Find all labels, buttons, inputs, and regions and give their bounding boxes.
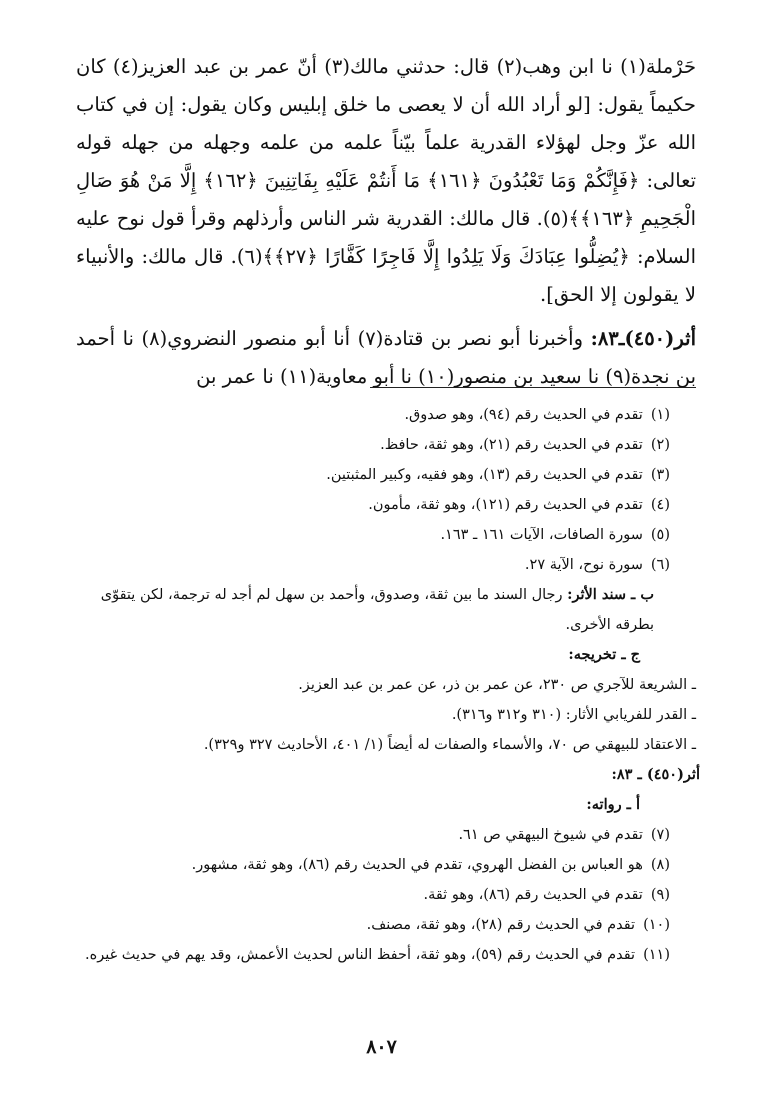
footnote-number: (٦) [650, 557, 670, 573]
footnote-number: (٨) [650, 857, 670, 873]
athar-label: أثر(٤٥٠)ـ٨٣: [590, 327, 696, 350]
takhrij-item: ـ الاعتقاد للبيهقي ص ٧٠، والأسماء والصفات له أيضاً (١/ ٤٠١، الأحاديث ٣٢٧ و٣٢٩). [203, 737, 696, 753]
page-number: ٨٠٧ [366, 1036, 397, 1058]
footnote-2 [64, 430, 700, 460]
footnote-text: هو العباس بن الفضل الهروي، تقدم في الحديث رقم (٨٦)، وهو ثقة، مشهور. [191, 857, 643, 873]
footnote-9 [64, 880, 700, 910]
footnote-1 [64, 400, 700, 430]
footnote-7 [64, 820, 700, 850]
footnote-text: سورة نوح، الآية ٢٧. [524, 557, 643, 573]
footnote-4 [64, 490, 700, 520]
footnote-text: تقدم في الحديث رقم (٨٦)، وهو ثقة. [423, 887, 643, 903]
footnote-text: تقدم في الحديث رقم (٥٩)، وهو ثقة، أحفظ الناس لحديث الأعمش، وقد يهم في حديث غيره. [85, 947, 636, 963]
footnote-separator [370, 387, 696, 388]
footnote-number: (٩) [650, 887, 670, 903]
main-text [76, 48, 696, 396]
footnote-text: تقدم في شيوخ البيهقي ص ٦١. [458, 827, 643, 843]
footnote-number: (١١) [643, 947, 670, 963]
takhrij-item: ـ الشريعة للآجري ص ٢٣٠، عن عمر بن ذر، عن عمر بن عبد العزيز. [298, 677, 696, 693]
athar-heading: أثر(٤٥٠) ـ ٨٣: [611, 766, 700, 783]
footnote-number: (١٠) [643, 917, 670, 933]
takhrij-label: ج ـ تخريجه: [568, 646, 640, 663]
footnote-text: تقدم في الحديث رقم (١٣)، وهو فقيه، وكبير المثبتين. [326, 467, 643, 483]
footnote-text: تقدم في الحديث رقم (٢٨)، وهو ثقة، مصنف. [366, 917, 636, 933]
takhrij-item: ـ القدر للفريابي الأثار: (٣١٠ و٣١٢ و٣١٦). [451, 707, 696, 723]
footnote-3 [64, 460, 700, 490]
footnote-5 [64, 520, 700, 550]
athar-text: وأخبرنا أبو نصر بن قتادة(٧) أنا أبو منصور النضروي(٨) نا أحمد بن نجدة(٩) نا سعيد بن منصور(١٠) نا أبو معاوية(١١) نا عمر بن [76, 327, 696, 388]
sanad-text: رجال السند ما بين ثقة، وصدوق، وأحمد بن سهل لم أجد له ترجمة، لكن يتقوّى بطرقه الأخرى. [100, 587, 654, 633]
footnote-text: تقدم في الحديث رقم (٢١)، وهو ثقة، حافظ. [380, 437, 643, 453]
rawat-heading: أ ـ رواته: [586, 796, 640, 813]
footnote-6 [64, 550, 700, 580]
sanad-label: ب ـ سند الأثر: [567, 586, 654, 603]
footnote-number: (٢) [650, 437, 670, 453]
athar-paragraph [76, 320, 696, 396]
main-paragraph: حَرْملة(١) نا ابن وهب(٢) قال: حدثني مالك(٣) أنّ عمر بن عبد العزيز(٤) كان حكيماً يقول: [لو أراد الله أن لا يعصى ما خلق إبليس وكان يقول: إن في كتاب الله عزّ وجل لهؤلاء القدرية علماً بيّناً علمه من علمه وجهله من جهله قوله تعالى: ﴿فَإِنَّكُمْ وَمَا تَعْبُدُونَ ﴿١٦١﴾ مَا أَنتُمْ عَلَيْهِ بِفَاتِنِينَ ﴿١٦٢﴾ إِلَّا مَنْ هُوَ صَالِ الْجَحِيمِ ﴿١٦٣﴾﴾(٥). قال مالك: القدرية شر الناس وأرذلهم وقرأ قول نوح عليه السلام: ﴿يُضِلُّوا عِبَادَكَ وَلَا يَلِدُوا إِلَّا فَاجِرًا كَفَّارًا ﴿٢٧﴾﴾(٦). قال مالك: والأنبياء لا يقولون إلا الحق]. [76, 55, 697, 306]
sanad-block [64, 580, 700, 640]
footnote-text: تقدم في الحديث رقم (١٢١)، وهو ثقة، مأمون. [368, 497, 643, 513]
footnote-number: (٣) [650, 467, 670, 483]
footnote-text: تقدم في الحديث رقم (٩٤)، وهو صدوق. [404, 407, 643, 423]
footnote-11 [64, 940, 700, 970]
footnotes-section [64, 400, 700, 970]
footnote-10 [64, 910, 700, 940]
footnote-number: (١) [650, 407, 670, 423]
footnote-number: (٤) [650, 497, 670, 513]
footnote-number: (٧) [650, 827, 670, 843]
footnote-text: سورة الصافات، الآيات ١٦١ ـ ١٦٣. [440, 527, 643, 543]
footnote-number: (٥) [650, 527, 670, 543]
footnote-8 [64, 850, 700, 880]
